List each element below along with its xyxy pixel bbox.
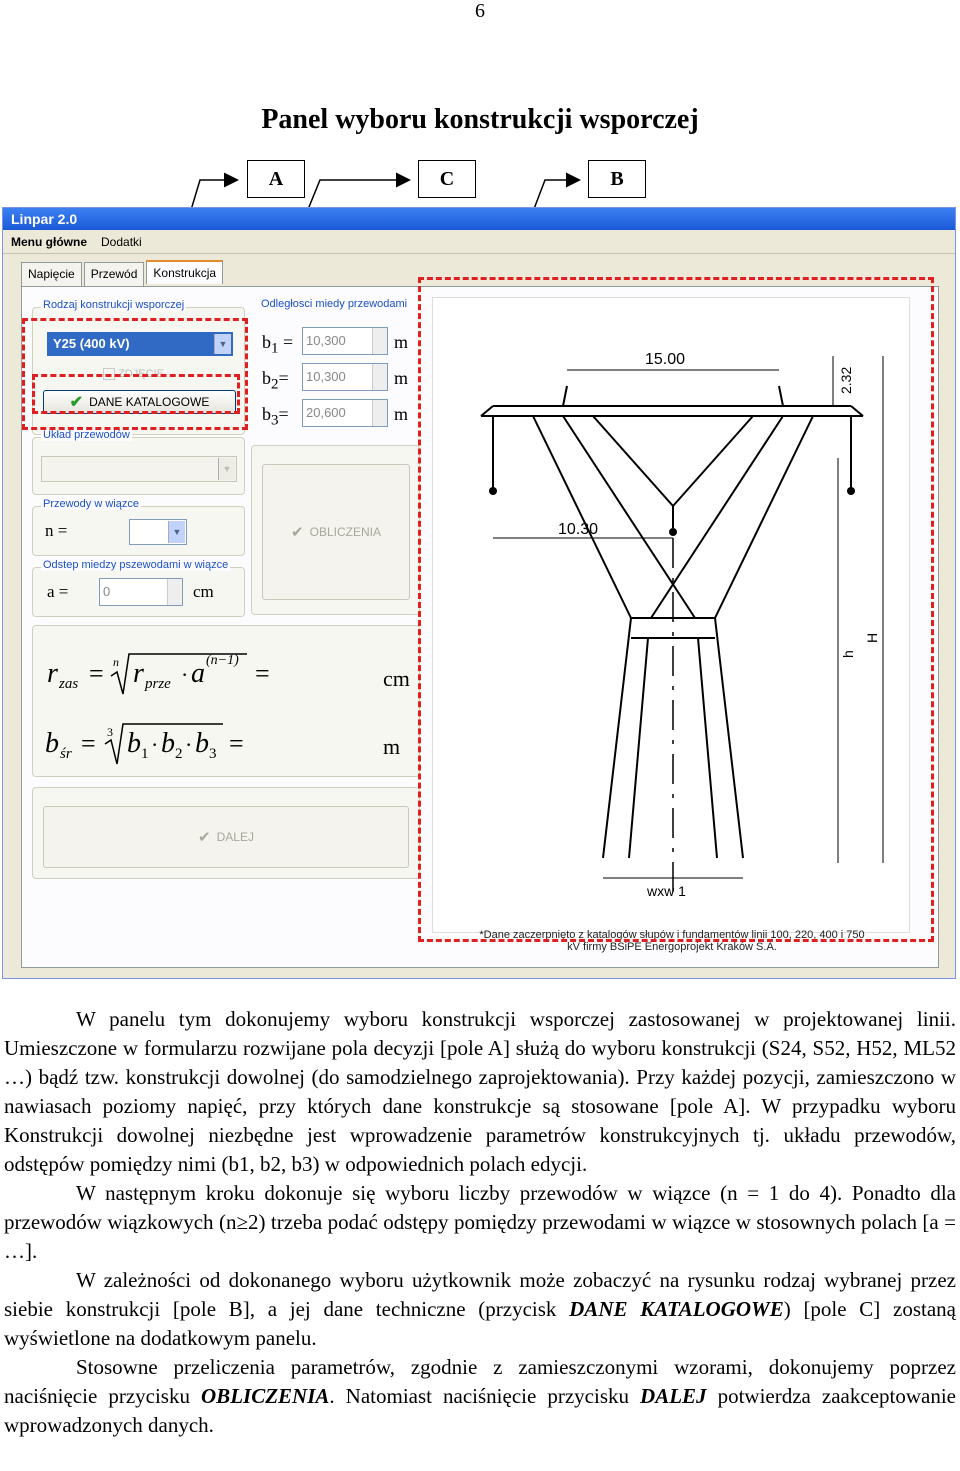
group-dalej — [32, 787, 420, 879]
svg-text:2: 2 — [175, 746, 183, 762]
b2-label: $b_2=$ — [262, 368, 289, 393]
body-text — [4, 1005, 956, 1440]
b3-unit: m — [394, 404, 409, 424]
tab-strip — [21, 262, 225, 286]
svg-text:=: = — [229, 729, 244, 758]
highlight-b — [418, 277, 934, 942]
b1-value: 10,300 — [306, 333, 346, 348]
spinner-icon — [372, 328, 387, 354]
bundle-spacing-value: 0 — [103, 584, 111, 599]
n-label: n = — [45, 521, 68, 540]
calculate-button[interactable] — [262, 464, 410, 600]
spinner-icon — [372, 400, 387, 426]
bundle-count-select[interactable] — [129, 519, 187, 545]
chevron-down-icon: ▼ — [168, 521, 185, 543]
menu-bar — [3, 231, 955, 254]
menu-item-addons[interactable]: Dodatki — [101, 235, 142, 249]
dim-base: wxw 1 — [647, 883, 686, 899]
svg-text:1: 1 — [141, 746, 149, 762]
svg-text:=: = — [89, 659, 104, 688]
paragraph-4: Stosowne przeliczenia parametrów, zgodnie z zamieszczonymi wzorami, dokonujemy poprzez naciśnięcie przycisku OBLICZENIA. Natomiast naciśnięcie przycisku DALEJ potwierdza zaakceptowanie wprowadzonych danych. — [4, 1355, 956, 1437]
group-przewody — [32, 498, 245, 556]
b2-value: 10,300 — [306, 369, 346, 384]
group-uklad-label: Układ przewodów — [43, 429, 130, 441]
chevron-down-icon: ▼ — [214, 334, 231, 354]
svg-text:·: · — [185, 732, 193, 757]
window-title: Linpar 2.0 — [3, 208, 955, 230]
page-number: 6 — [475, 0, 485, 22]
dim-h: h — [840, 650, 856, 658]
spinner-icon — [372, 364, 387, 390]
formula-graphic — [33, 626, 421, 778]
svg-text:3: 3 — [209, 746, 217, 762]
construction-type-value: Y25 (400 kV) — [53, 336, 130, 351]
paragraph-3: W zależności od dokonanego wyboru użytkownik może zobaczyć na rysunku rodzaj wybranej przez siebie konstrukcji [pole B], a jej dane techniczne (przycisk DANE KATALOGOWE) [pole C] zostaną wyświetlone na dodatkowym panelu. — [4, 1268, 956, 1350]
group-rodzaj-label: Rodzaj konstrukcji wsporczej — [43, 299, 185, 311]
check-icon: ✔ — [198, 829, 211, 846]
dim-side: 2.32 — [838, 366, 854, 394]
group-formulas — [32, 625, 420, 777]
a-label: a = — [47, 582, 69, 601]
next-button[interactable] — [43, 806, 409, 868]
dim-top: 15.00 — [645, 351, 686, 368]
formula-unit-m: m — [383, 734, 401, 759]
tower-note-line1: *Dane zaczerpnięto z katalogów słupów i fundamentów linii 100, 220, 400 i 750 — [479, 929, 865, 941]
chevron-down-icon: ▼ — [218, 458, 235, 480]
svg-text:·: · — [181, 662, 189, 687]
b3-input[interactable] — [302, 399, 388, 427]
svg-text:=: = — [255, 659, 270, 688]
b3-value: 20,600 — [306, 405, 346, 420]
tab-napiecie[interactable]: Napięcie — [21, 262, 82, 286]
paragraph-2: W następnym kroku dokonuje się wyboru liczby przewodów w wiązce (n = 1 do 4). Ponadto dla przewodów wiązkowych (n≥2) trzeba podać odstępy pomiędzy przewodami w wiązce w stosownych polach [a = …]. — [4, 1181, 956, 1263]
paragraph-1: W panelu tym dokonujemy wyboru konstrukcji wsporczej zastosowanej w projektowanej linii. Umieszczone w formularzu rozwijane pola decyzji [pole A] służą do wyboru konstrukcji (S24, S52, H52, ML52 …) bądź tzw. konstrukcji dowolnej (do samodzielnego zaprojektowania). Przy każdej pozycji, zamieszczono w nawiasach poziomy napięć, przy których dane konstrukcje są stosowane [pole A]. W przypadku wyboru Konstrukcji dowolnej niezbędne jest wprowadzenie parametrów konstrukcyjnych tj. układu przewodów, odstępów pomiędzy nimi (b1, b2, b3) w odpowiednich polach edycji. — [4, 1007, 956, 1176]
b2-unit: m — [394, 368, 409, 388]
svg-text:3: 3 — [107, 725, 113, 739]
svg-text:prze: prze — [145, 676, 171, 692]
spinner-icon — [167, 579, 182, 605]
svg-text:r: r — [47, 658, 58, 689]
svg-text:r: r — [133, 658, 144, 689]
svg-text:b: b — [161, 728, 175, 759]
svg-text:(n−1): (n−1) — [206, 653, 239, 668]
next-button-label: DALEJ — [216, 830, 254, 844]
dim-arm: 10.30 — [558, 521, 599, 538]
svg-text:·: · — [151, 732, 159, 757]
b3-label: $b_3=$ — [262, 404, 289, 429]
menu-item-main[interactable]: Menu główne — [11, 235, 87, 249]
conductor-layout-select[interactable] — [41, 456, 237, 482]
check-icon: ✔ — [291, 524, 304, 541]
group-przewody-label: Przewody w wiązce — [43, 498, 139, 510]
group-odleglosci-label: Odległosci miedy przewodami — [261, 298, 408, 310]
bundle-spacing-input[interactable] — [99, 578, 183, 606]
svg-text:śr: śr — [60, 746, 72, 762]
svg-text:n: n — [113, 655, 119, 669]
group-uklad — [32, 429, 245, 495]
svg-text:b: b — [127, 728, 141, 759]
callout-b: B — [588, 160, 646, 198]
check-icon: ✔ — [69, 394, 84, 411]
b1-unit: m — [394, 332, 409, 352]
catalog-data-button-label: DANE KATALOGOWE — [89, 395, 210, 409]
group-odstep-label: Odstep miedzy pszewodami w wiązce — [43, 559, 229, 571]
b1-input[interactable] — [302, 327, 388, 355]
tab-przewod[interactable]: Przewód — [84, 262, 145, 286]
svg-text:b: b — [195, 728, 209, 759]
tab-konstrukcja[interactable]: Konstrukcja — [146, 260, 223, 284]
calculate-button-label: OBLICZENIA — [309, 525, 381, 539]
svg-text:zas: zas — [59, 676, 79, 692]
b2-input[interactable] — [302, 363, 388, 391]
group-odstep — [32, 559, 245, 617]
dim-H: H — [864, 632, 880, 643]
b1-label: $b_1$ = — [262, 332, 294, 357]
svg-text:a: a — [191, 658, 205, 689]
highlight-c — [32, 374, 240, 414]
formula-unit-cm: cm — [383, 666, 410, 691]
svg-text:b: b — [45, 728, 59, 759]
svg-text:=: = — [81, 729, 96, 758]
a-unit: cm — [193, 582, 214, 601]
page-title: Panel wyboru konstrukcji wsporczej — [261, 104, 699, 135]
callout-a: A — [247, 160, 305, 198]
group-obliczenia — [251, 445, 420, 615]
photo-checkbox-label: ZDJĘCIE — [118, 368, 164, 380]
callout-c: C — [418, 160, 476, 198]
tower-note-line2: kV firmy BSiPE Energoprojekt Kraków S.A. — [567, 941, 777, 953]
